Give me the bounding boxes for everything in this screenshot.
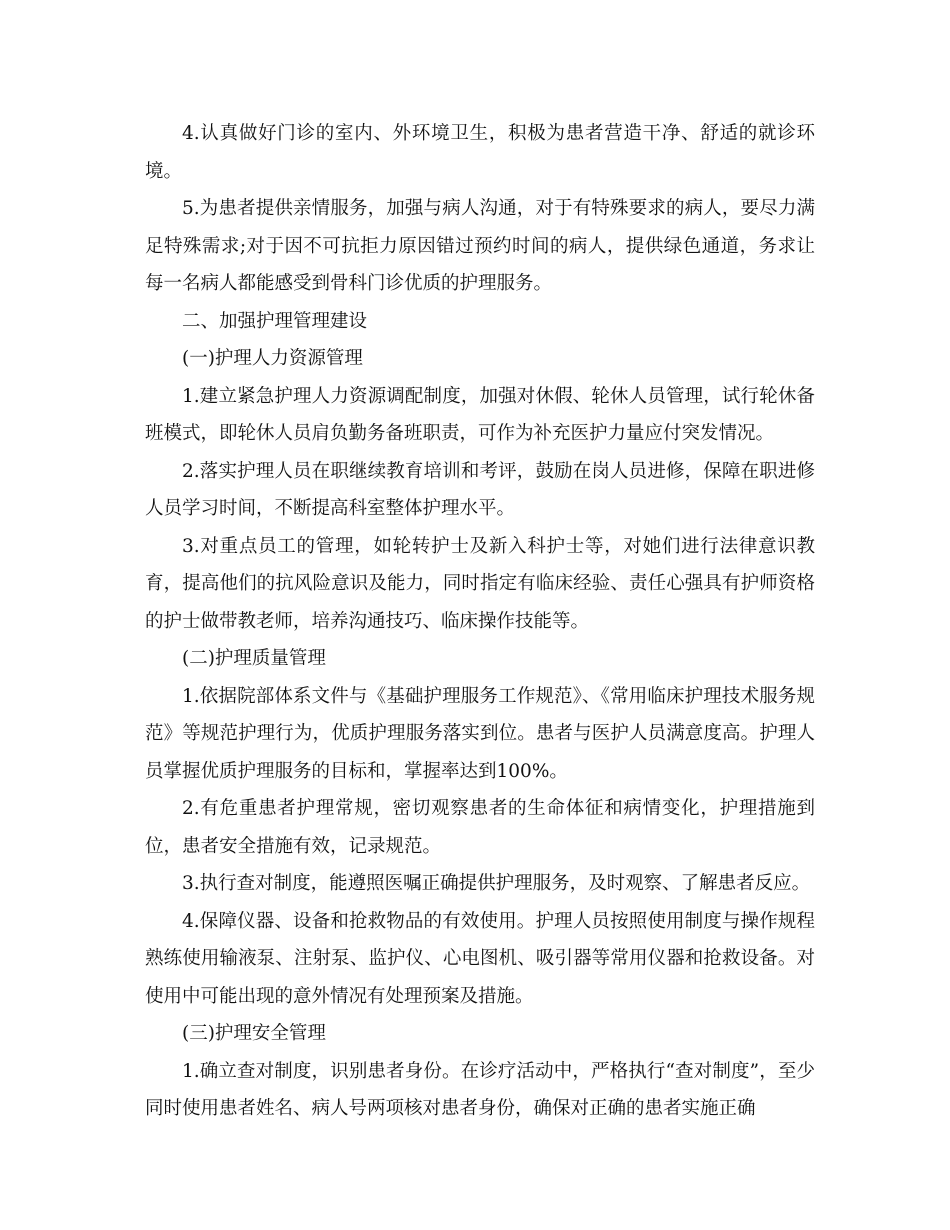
subsection-heading-hr: (一)护理人力资源管理	[182, 348, 363, 369]
paragraph-safety-1: 1.确立查对制度，识别患者身份。在诊疗活动中，严格执行“查对制度”，至少同时使用患者姓名、病人号两项核对患者身份，确保对正确的患者实施正确	[145, 1060, 815, 1119]
subsection-heading-safety: (三)护理安全管理	[182, 1023, 326, 1044]
paragraph-hr-2: 2.落实护理人员在职继续教育培训和考评，鼓励在岗人员进修，保障在职进修人员学习时间，不断提高科室整体护理水平。	[145, 460, 815, 519]
section-heading-2: 二、加强护理管理建设	[182, 310, 368, 332]
paragraph-item-4-environment: 4.认真做好门诊的室内、外环境卫生，积极为患者营造干净、舒适的就诊环境。	[145, 123, 815, 182]
document-body	[145, 115, 815, 1128]
subsection-heading-quality: (二)护理质量管理	[182, 648, 326, 669]
paragraph-quality-2: 2.有危重患者护理常规，密切观察患者的生命体征和病情变化，护理措施到位，患者安全措施有效，记录规范。	[145, 798, 815, 857]
paragraph-quality-1: 1.依据院部体系文件与《基础护理服务工作规范》、《常用临床护理技术服务规范》等规范护理行为，优质护理服务落实到位。患者与医护人员满意度高。护理人员掌握优质护理服务的目标和，掌握率达到100%。	[145, 685, 815, 782]
paragraph-quality-3: 3.执行查对制度，能遵照医嘱正确提供护理服务，及时观察、了解患者反应。	[182, 873, 811, 894]
paragraph-hr-1: 1.建立紧急护理人力资源调配制度，加强对休假、轮休人员管理，试行轮休备班模式，即轮休人员肩负勤务备班职责，可作为补充医护力量应付突发情况。	[145, 385, 815, 444]
paragraph-quality-4: 4.保障仪器、设备和抢救物品的有效使用。护理人员按照使用制度与操作规程熟练使用输液泵、注射泵、监护仪、心电图机、吸引器等常用仪器和抢救设备。对使用中可能出现的意外情况有处理预案及措施。	[145, 910, 815, 1007]
paragraph-hr-3: 3.对重点员工的管理，如轮转护士及新入科护士等，对她们进行法律意识教育，提高他们的抗风险意识及能力，同时指定有临床经验、责任心强具有护师资格的护士做带教老师，培养沟通技巧、临床操作技能等。	[145, 535, 815, 632]
paragraph-item-5-care-service: 5.为患者提供亲情服务，加强与病人沟通，对于有特殊要求的病人，要尽力满足特殊需求;对于因不可抗拒力原因错过预约时间的病人，提供绿色通道，务求让每一名病人都能感受到骨科门诊优质的护理服务。	[145, 198, 815, 294]
